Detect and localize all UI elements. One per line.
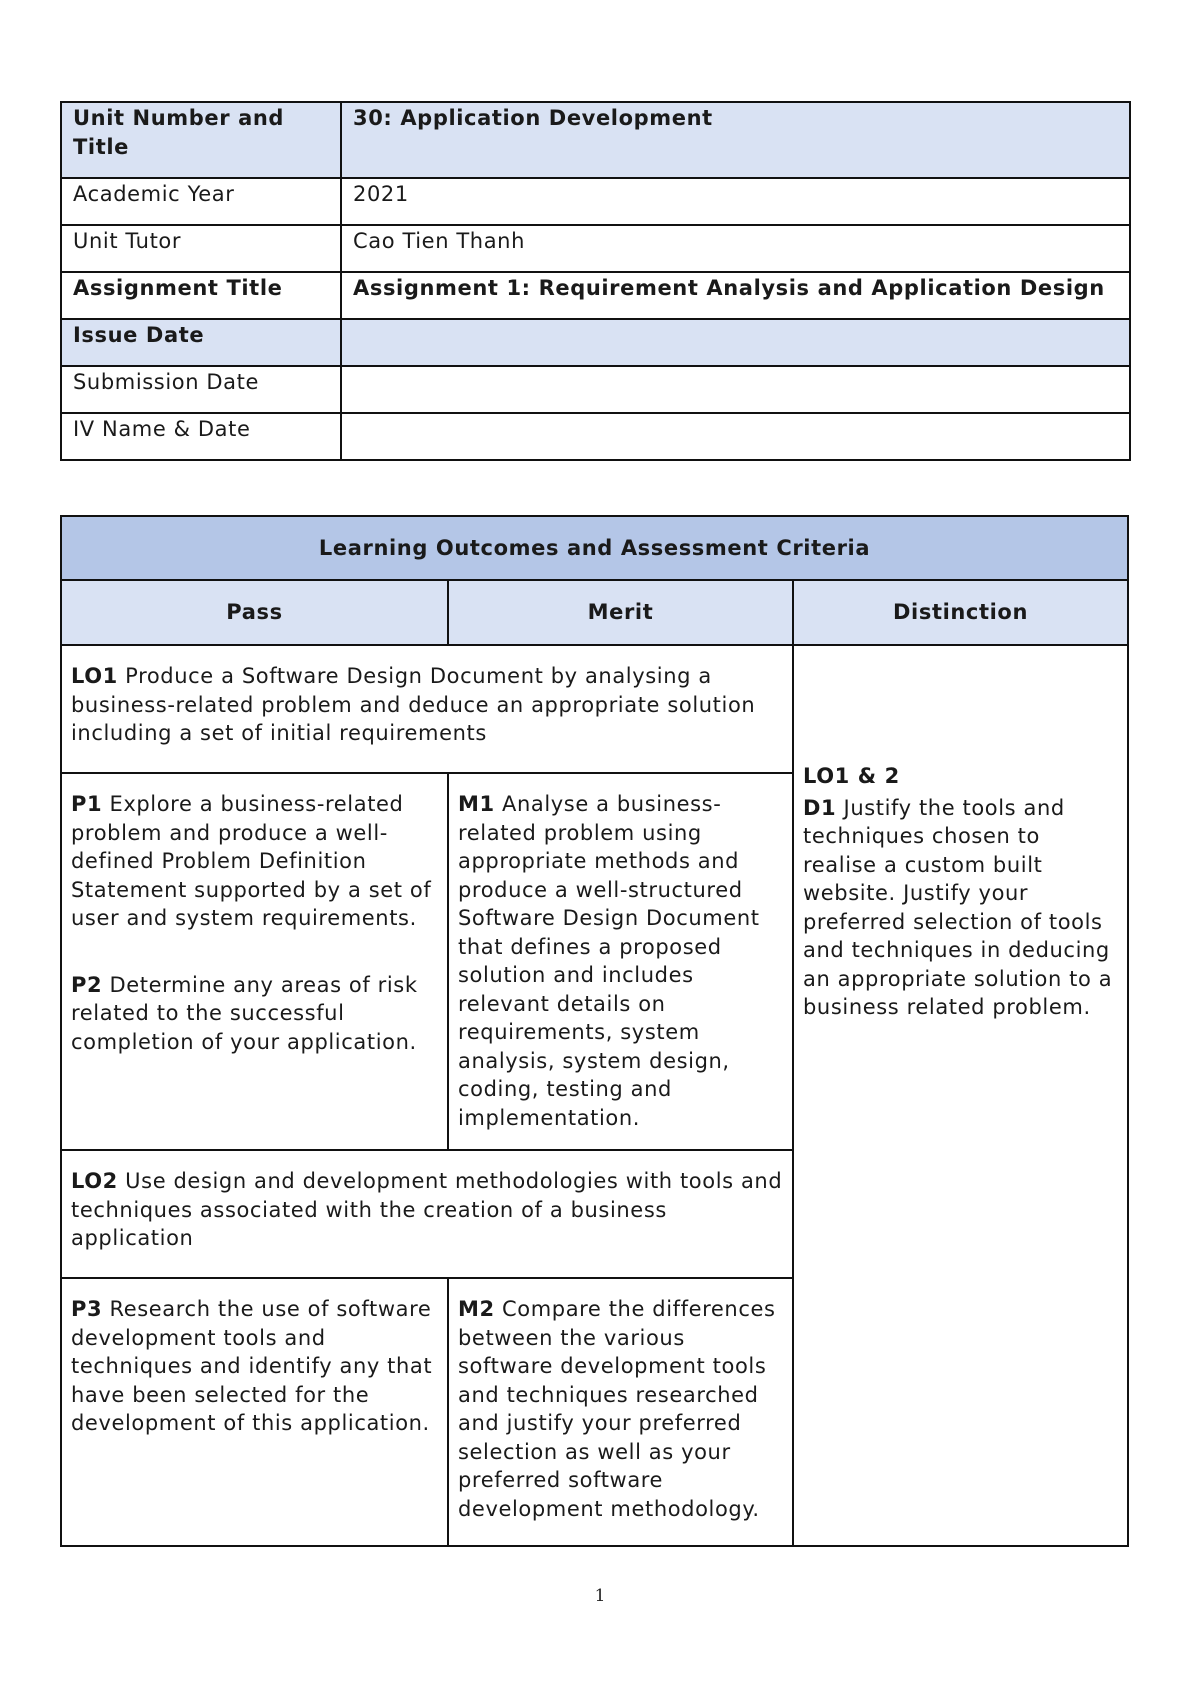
p1-p2-cell	[61, 773, 448, 1150]
p1-code: P1	[71, 792, 103, 816]
issue-date-value	[341, 319, 1130, 366]
p3-code: P3	[71, 1297, 103, 1321]
pass-header: Pass	[61, 580, 448, 645]
unit-tutor-label: Unit Tutor	[61, 225, 341, 272]
academic-year-label: Academic Year	[61, 178, 341, 225]
p2-text: Determine any areas of risk related to the successful completion of your application.	[71, 972, 418, 1054]
d1-text: Justify the tools and techniques chosen to realise a custom built website. Justify your preferred selection of tools and techniques in deducing an appropriate solution to a business related problem.	[803, 795, 1113, 1019]
lo1-code: LO1	[71, 664, 118, 688]
unit-label: Unit Number and Title	[61, 102, 341, 178]
merit-header: Merit	[448, 580, 793, 645]
unit-tutor-value: Cao Tien Thanh	[341, 225, 1130, 272]
issue-date-label: Issue Date	[61, 319, 341, 366]
m2-text: Compare the differences between the various software development tools and techniques researched and justify your preferred selection as well as your preferred software development methodology.	[458, 1297, 776, 1521]
distinction-heading: LO1 & 2	[803, 764, 900, 788]
p3-text: Research the use of software development tools and techniques and identify any that have been selected for the development of this application.	[71, 1297, 433, 1435]
distinction-header: Distinction	[793, 580, 1128, 645]
d1-code: D1	[803, 795, 837, 820]
academic-year-value: 2021	[341, 178, 1130, 225]
m2-cell	[448, 1278, 793, 1546]
lo1-cell	[61, 645, 793, 773]
assignment-title-value: Assignment 1: Requirement Analysis and Application Design	[341, 272, 1130, 319]
assignment-title-label: Assignment Title	[61, 272, 341, 319]
iv-name-date-value	[341, 413, 1130, 460]
submission-date-label: Submission Date	[61, 366, 341, 413]
submission-date-value	[341, 366, 1130, 413]
lo1-text: Produce a Software Design Document by analysing a business-related problem and deduce an appropriate solution including a set of initial requirements	[71, 664, 756, 745]
distinction-cell	[793, 645, 1128, 1546]
p1-text: Explore a business-related problem and produce a well-defined Problem Definition Statement supported by a set of user and system requirements.	[71, 792, 432, 930]
lo2-text: Use design and development methodologies with tools and techniques associated with the creation of a business application	[71, 1169, 783, 1250]
unit-value: 30: Application Development	[341, 102, 1130, 178]
m1-text: Analyse a business-related problem using appropriate methods and produce a well-structured Software Design Document that defines a proposed solution and includes relevant details on requirements, system analysis, system design, coding, testing and implementation.	[458, 792, 760, 1130]
m1-cell	[448, 773, 793, 1150]
lo2-cell	[61, 1150, 793, 1278]
m1-code: M1	[458, 792, 495, 816]
assignment-info-table	[60, 101, 1131, 461]
p2-code: P2	[71, 972, 103, 997]
criteria-title: Learning Outcomes and Assessment Criteria	[61, 516, 1128, 580]
p3-cell	[61, 1278, 448, 1546]
m2-code: M2	[458, 1297, 495, 1321]
iv-name-date-label: IV Name & Date	[61, 413, 341, 460]
assessment-criteria-table	[60, 515, 1129, 1547]
page-number: 1	[594, 1586, 606, 1606]
lo2-code: LO2	[71, 1169, 118, 1193]
